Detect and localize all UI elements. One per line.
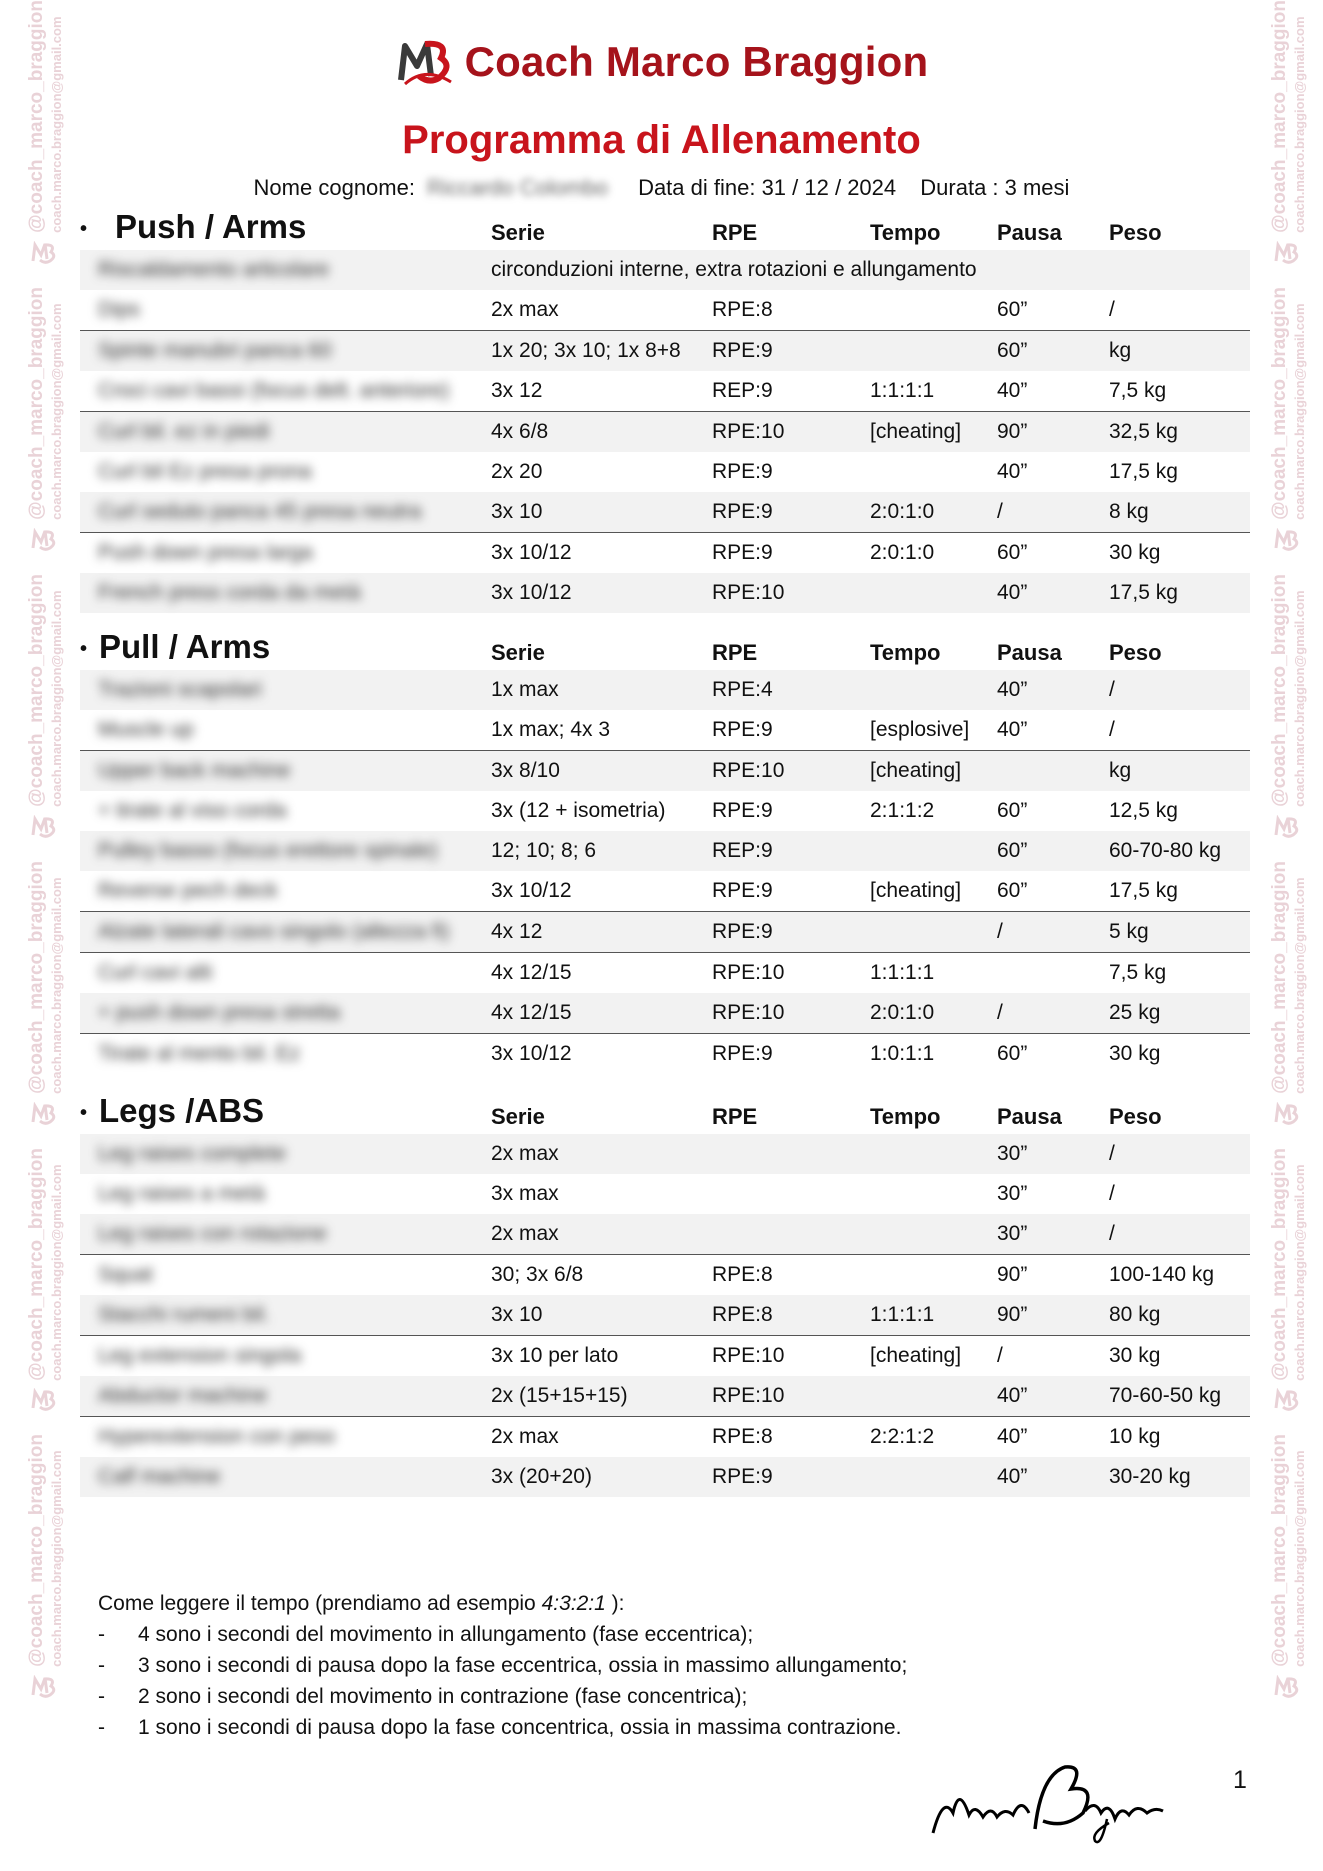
cell-peso: 70-60-50 kg — [1109, 1384, 1222, 1407]
column-header-tempo: Tempo — [870, 640, 941, 665]
watermark-handle: @coach_marco_braggion — [1268, 1434, 1290, 1668]
exercise-name: Abductor machine — [98, 1384, 268, 1407]
watermark-logo-icon — [1273, 241, 1301, 265]
exercise-name: Curl bil. ez in piedi — [98, 420, 270, 443]
watermark-logo-icon — [1273, 528, 1301, 552]
exercise-name: Upper back machine — [98, 759, 291, 782]
cell-rpe: RPE:9 — [712, 541, 773, 564]
cell-serie: 3x 10/12 — [491, 541, 572, 564]
cell-tempo: [esplosive] — [870, 718, 970, 741]
exercise-row — [80, 1457, 1250, 1497]
cell-serie: 3x 10/12 — [491, 1042, 572, 1065]
section-title-text: Push / Arms — [115, 208, 307, 245]
cell-peso: / — [1109, 678, 1115, 701]
exercise-name: Pulley basso (focus erettore spinale) — [98, 839, 438, 862]
cell-serie: 1x max; 4x 3 — [491, 718, 611, 741]
column-header-rpe: RPE — [712, 1104, 758, 1129]
cell-tempo: 2:0:1:0 — [870, 1001, 935, 1024]
exercise-row — [80, 670, 1250, 710]
watermark-block — [1268, 1434, 1307, 1707]
column-header-rpe: RPE — [712, 640, 758, 665]
notes-line-text: 4 sono i secondi del movimento in allungamento (fase eccentrica); — [138, 1623, 754, 1646]
exercise-row — [80, 1214, 1250, 1254]
column-header-peso: Peso — [1109, 1104, 1162, 1129]
exercise-row — [80, 871, 1250, 911]
cell-peso: 12,5 kg — [1109, 799, 1178, 822]
exercise-name: Hyperextension con peso — [98, 1425, 335, 1448]
cell-serie: 4x 12/15 — [491, 1001, 572, 1024]
duration: Durata : 3 mesi — [920, 175, 1070, 200]
notes-line — [98, 1681, 907, 1712]
watermark-email: coach.marco.braggion@gmail.com — [1291, 1450, 1307, 1668]
exercise-name: Leg raises con rotazione — [98, 1222, 327, 1245]
cell-tempo: 1:0:1:1 — [870, 1042, 935, 1065]
bullet-icon: • — [80, 637, 88, 660]
column-header-pausa: Pausa — [997, 640, 1062, 665]
exercise-name: Leg raises complete — [98, 1142, 286, 1165]
column-header-serie: Serie — [491, 1104, 545, 1129]
cell-peso: 30 kg — [1109, 1042, 1161, 1065]
cell-peso: 17,5 kg — [1109, 879, 1178, 902]
watermark-email: coach.marco.braggion@gmail.com — [48, 877, 64, 1094]
end-date: Data di fine: 31 / 12 / 2024 — [638, 175, 897, 200]
exercise-row — [80, 532, 1250, 573]
cell-tempo: 2:1:1:2 — [870, 799, 935, 822]
exercise-row — [80, 952, 1250, 993]
tempo-notes — [98, 1588, 907, 1743]
cell-rpe: RPE:9 — [712, 500, 773, 523]
cell-pausa: / — [997, 920, 1003, 943]
exercise-row — [80, 1416, 1250, 1457]
dash-bullet: - — [98, 1685, 105, 1708]
document-title: Programma di Allenamento — [402, 118, 921, 162]
exercise-name: Curl cavi alti — [98, 961, 213, 984]
cell-pausa: 40” — [997, 718, 1028, 741]
cell-pausa: 90” — [997, 1303, 1028, 1326]
cell-pausa: / — [997, 500, 1003, 523]
cell-serie: 3x 10/12 — [491, 879, 572, 902]
cell-tempo: 2:2:1:2 — [870, 1425, 935, 1448]
cell-serie: 2x 20 — [491, 460, 543, 483]
cell-rpe: RPE:9 — [712, 460, 773, 483]
cell-peso: 25 kg — [1109, 1001, 1161, 1024]
exercise-row — [80, 1295, 1250, 1335]
cell-peso: 17,5 kg — [1109, 460, 1178, 483]
watermark-email: coach.marco.braggion@gmail.com — [48, 303, 64, 520]
cell-rpe: RPE:8 — [712, 298, 773, 321]
cell-pausa: 60” — [997, 298, 1028, 321]
watermark-logo-icon — [1273, 1675, 1301, 1699]
exercise-name: Dips — [98, 298, 141, 321]
cell-serie: 3x 8/10 — [491, 759, 560, 782]
watermark-left — [14, 0, 74, 1871]
section-push-arms — [80, 206, 1250, 613]
cell-rpe: RPE:10 — [712, 1344, 785, 1367]
cell-serie: 3x (12 + isometria) — [491, 799, 666, 822]
exercise-row — [80, 411, 1250, 452]
watermark-block — [1268, 574, 1307, 847]
exercise-name: Squat — [98, 1263, 153, 1286]
cell-rpe: REP:9 — [712, 379, 773, 402]
cell-pausa: 40” — [997, 379, 1028, 402]
watermark-email: coach.marco.braggion@gmail.com — [1291, 1163, 1307, 1381]
exercise-row — [80, 831, 1250, 871]
brand — [0, 36, 1323, 88]
watermark-email: coach.marco.braggion@gmail.com — [48, 1163, 64, 1381]
cell-peso: / — [1109, 1182, 1115, 1205]
client-meta — [0, 175, 1323, 201]
watermark-handle: @coach_marco_braggion — [25, 1147, 47, 1381]
cell-serie: 4x 12/15 — [491, 961, 572, 984]
exercise-name: Croci cavi bassi (focus delt. anteriore) — [98, 379, 450, 402]
section-title — [80, 1092, 264, 1130]
cell-pausa: 90” — [997, 420, 1028, 443]
cell-pausa: 60” — [997, 799, 1028, 822]
cell-tempo: 1:1:1:1 — [870, 379, 935, 402]
exercise-description: circonduzioni interne, extra rotazioni e allungamento — [491, 258, 977, 281]
exercise-row — [80, 791, 1250, 831]
cell-rpe: RPE:10 — [712, 420, 785, 443]
section-legs-abs — [80, 1090, 1250, 1497]
watermark-handle: @coach_marco_braggion — [25, 1434, 47, 1668]
column-header-serie: Serie — [491, 640, 545, 665]
cell-peso: 17,5 kg — [1109, 581, 1178, 604]
cell-pausa: 40” — [997, 460, 1028, 483]
exercise-row — [80, 371, 1250, 411]
exercise-row — [80, 573, 1250, 613]
cell-tempo: 1:1:1:1 — [870, 961, 935, 984]
cell-pausa: 40” — [997, 1465, 1028, 1488]
notes-line-text: 3 sono i secondi di pausa dopo la fase eccentrica, ossia in massimo allungamento; — [138, 1654, 908, 1677]
notes-line-text: 1 sono i secondi di pausa dopo la fase concentrica, ossia in massima contrazione. — [138, 1716, 902, 1739]
cell-serie: 3x 10 — [491, 500, 543, 523]
exercise-name: Tirate al mento bil. Ez — [98, 1042, 301, 1065]
cell-peso: 60-70-80 kg — [1109, 839, 1222, 862]
cell-rpe: RPE:10 — [712, 581, 785, 604]
cell-tempo: 1:1:1:1 — [870, 1303, 935, 1326]
cell-rpe: RPE:10 — [712, 759, 785, 782]
cell-peso: 8 kg — [1109, 500, 1149, 523]
exercise-name: Muscle up — [98, 718, 194, 741]
watermark-logo-icon — [1273, 1102, 1301, 1126]
exercise-row — [80, 1174, 1250, 1214]
notes-intro: Come leggere il tempo (prendiamo ad esempio 4:3:2:1 ): — [98, 1592, 625, 1615]
watermark-handle: @coach_marco_braggion — [25, 0, 47, 233]
cell-pausa: 60” — [997, 541, 1028, 564]
exercise-row — [80, 710, 1250, 750]
exercise-name: Reverse pech deck — [98, 879, 278, 902]
watermark-block — [25, 861, 64, 1134]
section-pull-arms — [80, 626, 1250, 1074]
signature — [925, 1755, 1165, 1850]
cell-rpe: RPE:9 — [712, 1042, 773, 1065]
watermark-handle: @coach_marco_braggion — [1268, 573, 1290, 807]
watermark-handle: @coach_marco_braggion — [25, 573, 47, 807]
cell-serie: 3x 10 per lato — [491, 1344, 619, 1367]
cell-rpe: RPE:9 — [712, 339, 773, 362]
watermark-block — [1268, 287, 1307, 560]
cell-rpe: RPE:9 — [712, 718, 773, 741]
notes-line — [98, 1712, 907, 1743]
cell-peso: / — [1109, 298, 1115, 321]
watermark-email: coach.marco.braggion@gmail.com — [48, 1450, 64, 1668]
exercise-name: + tirate al viso corda — [98, 799, 287, 822]
name-label: Nome cognome: — [253, 175, 415, 200]
watermark-handle: @coach_marco_braggion — [25, 286, 47, 520]
exercise-name: Curl seduto panca 45 presa neutra — [98, 500, 422, 523]
exercise-name: Calf machine — [98, 1465, 221, 1488]
cell-tempo: [cheating] — [870, 879, 962, 902]
watermark-block — [1268, 1148, 1307, 1421]
mb-logo-icon — [395, 36, 455, 88]
cell-serie: 2x max — [491, 1142, 559, 1165]
column-header-peso: Peso — [1109, 220, 1162, 245]
cell-serie: 3x (20+20) — [491, 1465, 592, 1488]
exercise-name: Trazioni scapolari — [98, 678, 262, 701]
watermark-email: coach.marco.braggion@gmail.com — [1291, 590, 1307, 807]
watermark-logo-icon — [30, 241, 58, 265]
cell-pausa: 40” — [997, 1425, 1028, 1448]
page-number: 1 — [1233, 1766, 1247, 1794]
cell-peso: 30 kg — [1109, 541, 1161, 564]
watermark-block — [25, 287, 64, 560]
exercise-name: Spinte manubri panca 60 — [98, 339, 332, 362]
exercise-row — [80, 330, 1250, 371]
cell-serie: 2x max — [491, 1222, 559, 1245]
watermark-logo-icon — [30, 1675, 58, 1699]
cell-peso: 5 kg — [1109, 920, 1149, 943]
dash-bullet: - — [98, 1623, 105, 1646]
column-header-tempo: Tempo — [870, 1104, 941, 1129]
exercise-row — [80, 452, 1250, 492]
cell-pausa: 60” — [997, 879, 1028, 902]
cell-serie: 2x max — [491, 298, 559, 321]
watermark-logo-icon — [30, 1102, 58, 1126]
watermark-block — [1268, 861, 1307, 1134]
section-header — [80, 206, 1250, 250]
watermark-logo-icon — [30, 528, 58, 552]
cell-rpe: RPE:8 — [712, 1303, 773, 1326]
cell-tempo: 2:0:1:0 — [870, 541, 935, 564]
cell-serie: 3x 10 — [491, 1303, 543, 1326]
cell-serie: 4x 12 — [491, 920, 543, 943]
dash-bullet: - — [98, 1654, 105, 1677]
watermark-logo-icon — [30, 1388, 58, 1412]
cell-pausa: / — [997, 1344, 1003, 1367]
exercise-name: + push down presa stretta — [98, 1001, 341, 1024]
cell-peso: 10 kg — [1109, 1425, 1161, 1448]
cell-rpe: RPE:4 — [712, 678, 773, 701]
section-header — [80, 626, 1250, 670]
exercise-name: Alzate laterali cavo singolo (altezza fi) — [98, 920, 450, 943]
exercise-row — [80, 911, 1250, 952]
cell-serie: 2x (15+15+15) — [491, 1384, 628, 1407]
section-header — [80, 1090, 1250, 1134]
exercise-name: Leg raises a metà — [98, 1182, 265, 1205]
cell-serie: 4x 6/8 — [491, 420, 549, 443]
cell-peso: 100-140 kg — [1109, 1263, 1215, 1286]
exercise-name: Curl bil Ez presa prona — [98, 460, 312, 483]
watermark-logo-icon — [1273, 815, 1301, 839]
cell-peso: / — [1109, 1142, 1115, 1165]
cell-tempo: 2:0:1:0 — [870, 500, 935, 523]
cell-tempo: [cheating] — [870, 1344, 962, 1367]
bullet-icon: • — [80, 217, 88, 240]
watermark-handle: @coach_marco_braggion — [1268, 286, 1290, 520]
watermark-email: coach.marco.braggion@gmail.com — [1291, 877, 1307, 1094]
notes-line — [98, 1650, 907, 1681]
cell-rpe: RPE:9 — [712, 920, 773, 943]
cell-serie: 3x 10/12 — [491, 581, 572, 604]
cell-serie: 2x max — [491, 1425, 559, 1448]
section-title-text: Legs /ABS — [99, 1092, 265, 1129]
exercise-row — [80, 492, 1250, 532]
column-header-pausa: Pausa — [997, 1104, 1062, 1129]
cell-rpe: RPE:9 — [712, 1465, 773, 1488]
cell-tempo: [cheating] — [870, 420, 962, 443]
watermark-handle: @coach_marco_braggion — [25, 860, 47, 1094]
column-header-peso: Peso — [1109, 640, 1162, 665]
watermark-right — [1257, 0, 1317, 1871]
watermark-handle: @coach_marco_braggion — [1268, 0, 1290, 233]
column-header-rpe: RPE — [712, 220, 758, 245]
watermark-email: coach.marco.braggion@gmail.com — [48, 590, 64, 807]
column-header-tempo: Tempo — [870, 220, 941, 245]
section-title — [80, 628, 270, 666]
watermark-logo-icon — [30, 815, 58, 839]
exercise-name: Leg extension singola — [98, 1344, 302, 1367]
cell-peso: 30 kg — [1109, 1344, 1161, 1367]
watermark-email: coach.marco.braggion@gmail.com — [1291, 303, 1307, 520]
exercise-row — [80, 1376, 1250, 1416]
exercise-row — [80, 993, 1250, 1033]
cell-rpe: RPE:10 — [712, 1001, 785, 1024]
cell-serie: 12; 10; 8; 6 — [491, 839, 597, 862]
cell-peso: 7,5 kg — [1109, 379, 1167, 402]
cell-serie: 1x max — [491, 678, 559, 701]
watermark-handle: @coach_marco_braggion — [1268, 1147, 1290, 1381]
cell-pausa: 40” — [997, 581, 1028, 604]
section-title — [80, 208, 306, 246]
exercise-row — [80, 250, 1250, 290]
cell-pausa: 40” — [997, 1384, 1028, 1407]
cell-peso: 80 kg — [1109, 1303, 1161, 1326]
cell-pausa: 60” — [997, 1042, 1028, 1065]
cell-serie: 30; 3x 6/8 — [491, 1263, 584, 1286]
exercise-row — [80, 750, 1250, 791]
cell-peso: 30-20 kg — [1109, 1465, 1191, 1488]
cell-peso: / — [1109, 718, 1115, 741]
watermark-email: coach.marco.braggion@gmail.com — [1291, 16, 1307, 233]
cell-pausa: / — [997, 1001, 1003, 1024]
cell-pausa: 30” — [997, 1142, 1028, 1165]
cell-serie: 3x max — [491, 1182, 559, 1205]
cell-peso: 7,5 kg — [1109, 961, 1167, 984]
cell-pausa: 60” — [997, 339, 1028, 362]
exercise-row — [80, 1254, 1250, 1295]
watermark-block — [25, 1434, 64, 1707]
cell-pausa: 60” — [997, 839, 1028, 862]
cell-rpe: REP:9 — [712, 839, 773, 862]
dash-bullet: - — [98, 1716, 105, 1739]
document-header — [0, 36, 1323, 163]
exercise-row — [80, 1134, 1250, 1174]
column-header-pausa: Pausa — [997, 220, 1062, 245]
watermark-block — [25, 574, 64, 847]
watermark-email: coach.marco.braggion@gmail.com — [48, 16, 64, 233]
exercise-name: Stacchi rumeni bil. — [98, 1303, 270, 1326]
cell-rpe: RPE:10 — [712, 1384, 785, 1407]
cell-rpe: RPE:8 — [712, 1263, 773, 1286]
notes-line-text: 2 sono i secondi del movimento in contrazione (fase concentrica); — [138, 1685, 748, 1708]
brand-name: Coach Marco Braggion — [464, 38, 929, 85]
watermark-handle: @coach_marco_braggion — [1268, 860, 1290, 1094]
cell-pausa: 30” — [997, 1222, 1028, 1245]
cell-peso: / — [1109, 1222, 1115, 1245]
watermark-logo-icon — [1273, 1388, 1301, 1412]
cell-pausa: 40” — [997, 678, 1028, 701]
exercise-row — [80, 1335, 1250, 1376]
bullet-icon: • — [80, 1101, 88, 1124]
exercise-name: Push down presa larga — [98, 541, 313, 564]
cell-rpe: RPE:10 — [712, 961, 785, 984]
exercise-row — [80, 290, 1250, 330]
client-name: Riccardo Colombo — [426, 175, 608, 200]
cell-rpe: RPE:9 — [712, 799, 773, 822]
exercise-row — [80, 1033, 1250, 1074]
cell-peso: kg — [1109, 759, 1132, 782]
exercise-name: Riscaldamento articolare — [98, 258, 330, 281]
exercise-name: French press corda da metà — [98, 581, 361, 604]
cell-rpe: RPE:8 — [712, 1425, 773, 1448]
cell-peso: 32,5 kg — [1109, 420, 1178, 443]
cell-serie: 3x 12 — [491, 379, 543, 402]
cell-pausa: 30” — [997, 1182, 1028, 1205]
cell-serie: 1x 20; 3x 10; 1x 8+8 — [491, 339, 681, 362]
section-title-text: Pull / Arms — [99, 628, 271, 665]
notes-line — [98, 1619, 907, 1650]
watermark-block — [25, 1148, 64, 1421]
cell-pausa: 90” — [997, 1263, 1028, 1286]
cell-tempo: [cheating] — [870, 759, 962, 782]
cell-rpe: RPE:9 — [712, 879, 773, 902]
column-header-serie: Serie — [491, 220, 545, 245]
cell-peso: kg — [1109, 339, 1132, 362]
